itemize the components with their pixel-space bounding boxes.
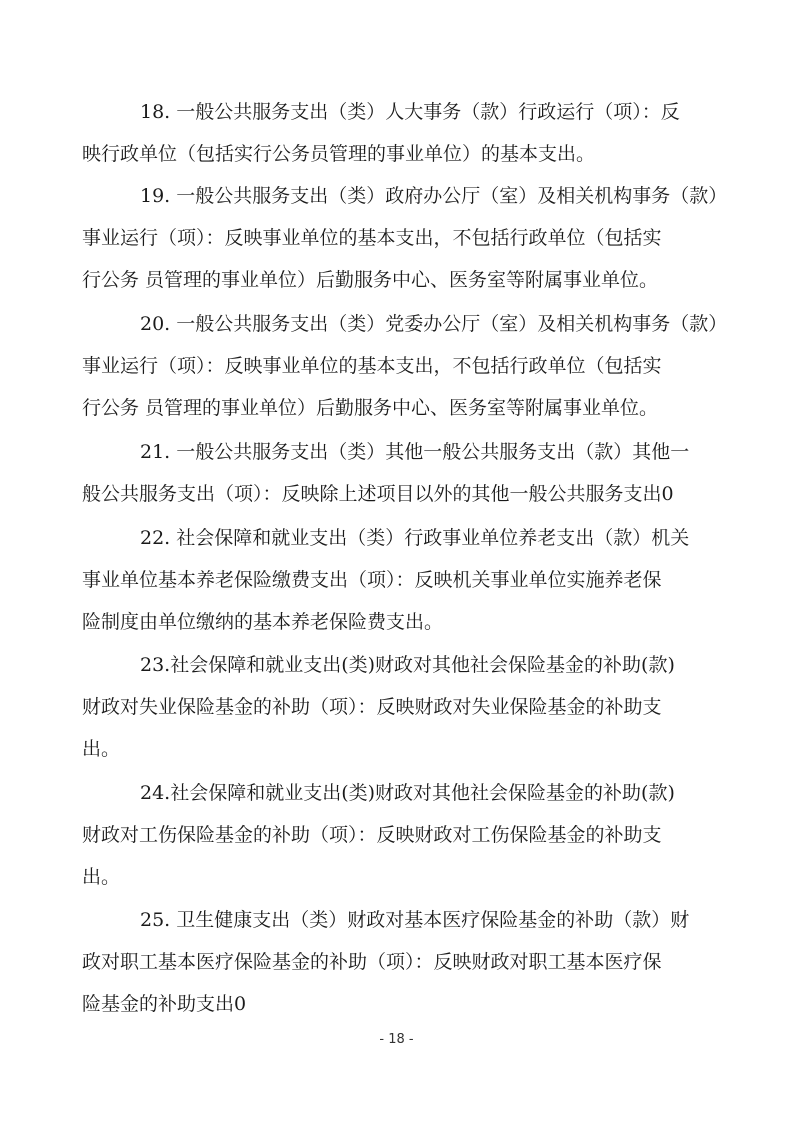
text-line: 18. 一般公共服务支出（类）人大事务（款）行政运行（项）：反 [140, 101, 680, 123]
text-line: 25. 卫生健康支出（类）财政对基本医疗保险基金的补助（款）财 [140, 909, 690, 931]
paragraph-item-19 [82, 175, 746, 301]
text-line: 22. 社会保障和就业支出（类）行政事业单位养老支出（款）机关 [140, 527, 690, 549]
text-line: 出。 [82, 738, 121, 760]
text-line: 险制度由单位缴纳的基本养老保险费支出。 [82, 611, 444, 633]
paragraph-item-25 [82, 899, 746, 1025]
text-line: 21. 一般公共服务支出（类）其他一般公共服务支出（款）其他一 [140, 441, 690, 463]
text-line: 般公共服务支出（项）：反映除上述项目以外的其他一般公共服务支出0 [82, 483, 674, 505]
text-line: 政对职工基本医疗保险基金的补助（项）：反映财政对职工基本医疗保 [82, 951, 662, 973]
text-line: 财政对工伤保险基金的补助（项）：反映财政对工伤保险基金的补助支 [82, 824, 662, 846]
text-line: 20. 一般公共服务支出（类）党委办公厅（室）及相关机构事务（款） [140, 313, 728, 335]
text-line: 事业运行（项）：反映事业单位的基本支出，不包括行政单位（包括实 [82, 355, 662, 377]
text-line: 事业单位基本养老保险缴费支出（项）：反映机关事业单位实施养老保 [82, 569, 662, 591]
paragraph-item-23 [82, 644, 746, 770]
paragraph-item-18 [82, 91, 746, 175]
text-line: 行公务 员管理的事业单位）后勤服务中心、医务室等附属事业单位。 [82, 397, 659, 419]
text-line: 23.社会保障和就业支出(类)财政对其他社会保险基金的补助(款) [140, 654, 675, 676]
text-line: 行公务 员管理的事业单位）后勤服务中心、医务室等附属事业单位。 [82, 269, 659, 291]
text-line: 24.社会保障和就业支出(类)财政对其他社会保险基金的补助(款) [140, 782, 675, 804]
paragraph-item-22 [82, 517, 746, 643]
page-number: - 18 - [379, 1032, 414, 1047]
text-line: 映行政单位（包括实行公务员管理的事业单位）的基本支出。 [82, 143, 596, 165]
paragraph-item-21 [82, 431, 746, 515]
text-line: 19. 一般公共服务支出（类）政府办公厅（室）及相关机构事务（款） [140, 185, 728, 207]
paragraph-item-24 [82, 772, 746, 898]
text-line: 事业运行（项）：反映事业单位的基本支出，不包括行政单位（包括实 [82, 227, 662, 249]
paragraph-item-20 [82, 303, 746, 429]
text-line: 出。 [82, 866, 121, 888]
text-line: 财政对失业保险基金的补助（项）：反映财政对失业保险基金的补助支 [82, 696, 662, 718]
text-line: 险基金的补助支出0 [82, 993, 247, 1015]
